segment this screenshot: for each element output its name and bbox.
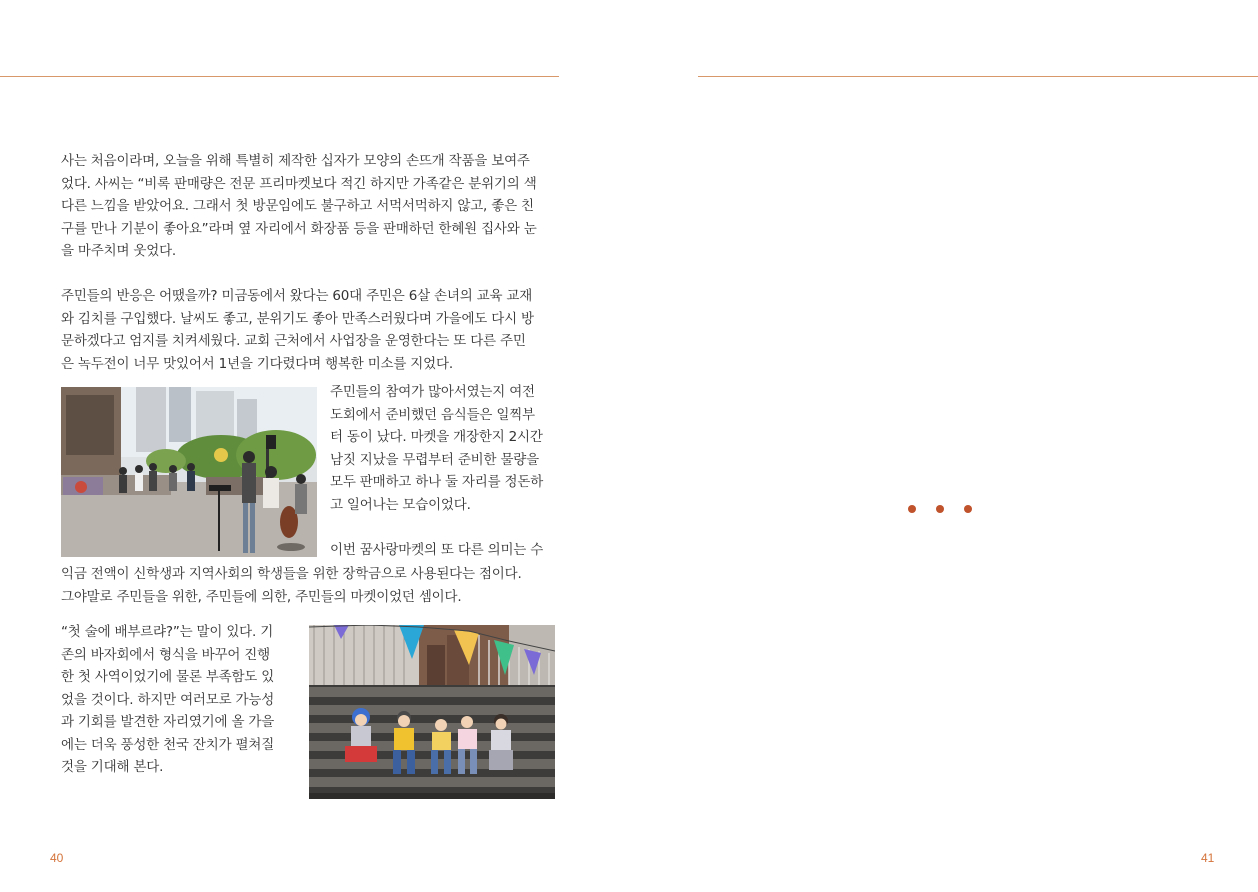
article-paragraph-4-wrapped [330, 539, 556, 562]
children-stairs-photo [309, 625, 555, 799]
text-line: 이번 꿈사랑마켓의 또 다른 의미는 수 [330, 542, 544, 558]
text-line: 한 첫 사역이었기에 물론 부족함도 있 [61, 669, 275, 685]
text-line: 터 동이 났다. 마켓을 개장한지 2시간 [330, 429, 543, 445]
text-line: 을 마주치며 웃었다. [61, 243, 177, 259]
text-line: 와 김치를 구입했다. 날씨도 좋고, 분위기도 좋아 만족스러웠다며 가을에도 다시 방 [61, 310, 534, 327]
article-paragraph-3 [330, 381, 556, 516]
text-line: 존의 바자회에서 형식을 바꾸어 진행 [61, 646, 270, 663]
header-rule-left [0, 76, 559, 77]
text-line: 그야말로 주민들을 위한, 주민들에 의한, 주민들의 마켓이었던 셈이다. [61, 588, 462, 605]
text-line: 었을 것이다. 하지만 여러모로 가능성 [61, 691, 275, 708]
text-line: 주민들의 반응은 어땠을까? 미금동에서 왔다는 60대 주민은 6살 손녀의 교육 교재 [61, 288, 533, 304]
text-line: 에는 더욱 풍성한 천국 잔치가 펼쳐질 [61, 736, 275, 753]
text-line: 모두 판매하고 하나 둘 자리를 정돈하 [330, 474, 544, 490]
dot-icon [908, 505, 916, 513]
article-paragraph-5 [61, 621, 287, 779]
text-line: 남짓 지났을 무렵부터 준비한 물량을 [330, 451, 539, 468]
text-line: 것을 기대해 본다. [61, 759, 164, 775]
text-line: 익금 전액이 신학생과 지역사회의 학생들을 위한 장학금으로 사용된다는 점이다. [61, 566, 522, 582]
text-line: 구를 만나 기분이 좋아요”라며 옆 자리에서 화장품 등을 판매하던 한혜원 집사와 눈 [61, 220, 537, 237]
article-paragraph-4 [61, 563, 557, 608]
text-line: 사는 처음이라며, 오늘을 위해 특별히 제작한 십자가 모양의 손뜨개 작품을 보여주 [61, 153, 530, 169]
text-line: 과 기회를 발견한 자리였기에 올 가을 [61, 714, 275, 730]
header-rule-right [698, 76, 1258, 77]
text-line: 었다. 사씨는 “비록 판매량은 전문 프리마켓보다 적긴 하지만 가족같은 분위기의 색 [61, 175, 537, 192]
text-line: 문하겠다고 엄지를 치켜세웠다. 교회 근처에서 사업장을 운영한다는 또 다른 주민 [61, 333, 526, 349]
dot-icon [936, 505, 944, 513]
text-line: 다른 느낌을 받았어요. 그래서 첫 방문임에도 불구하고 서먹서먹하지 않고, 좋은 친 [61, 198, 534, 214]
market-photo [61, 387, 317, 557]
text-line: “첫 술에 배부르랴?”는 말이 있다. 기 [61, 624, 274, 640]
page-number-right: 41 [1201, 851, 1215, 865]
text-line: 주민들의 참여가 많아서였는지 여전 [330, 384, 535, 400]
text-line: 은 녹두전이 너무 맛있어서 1년을 기다렸다며 행복한 미소를 지었다. [61, 355, 453, 372]
text-line: 고 일어나는 모습이었다. [330, 496, 471, 513]
text-line: 도회에서 준비했던 음식들은 일찍부 [330, 406, 535, 423]
article-paragraph-2 [61, 285, 557, 375]
article-paragraph-1 [61, 150, 557, 263]
dot-icon [964, 505, 972, 513]
page-number-left: 40 [50, 851, 64, 865]
